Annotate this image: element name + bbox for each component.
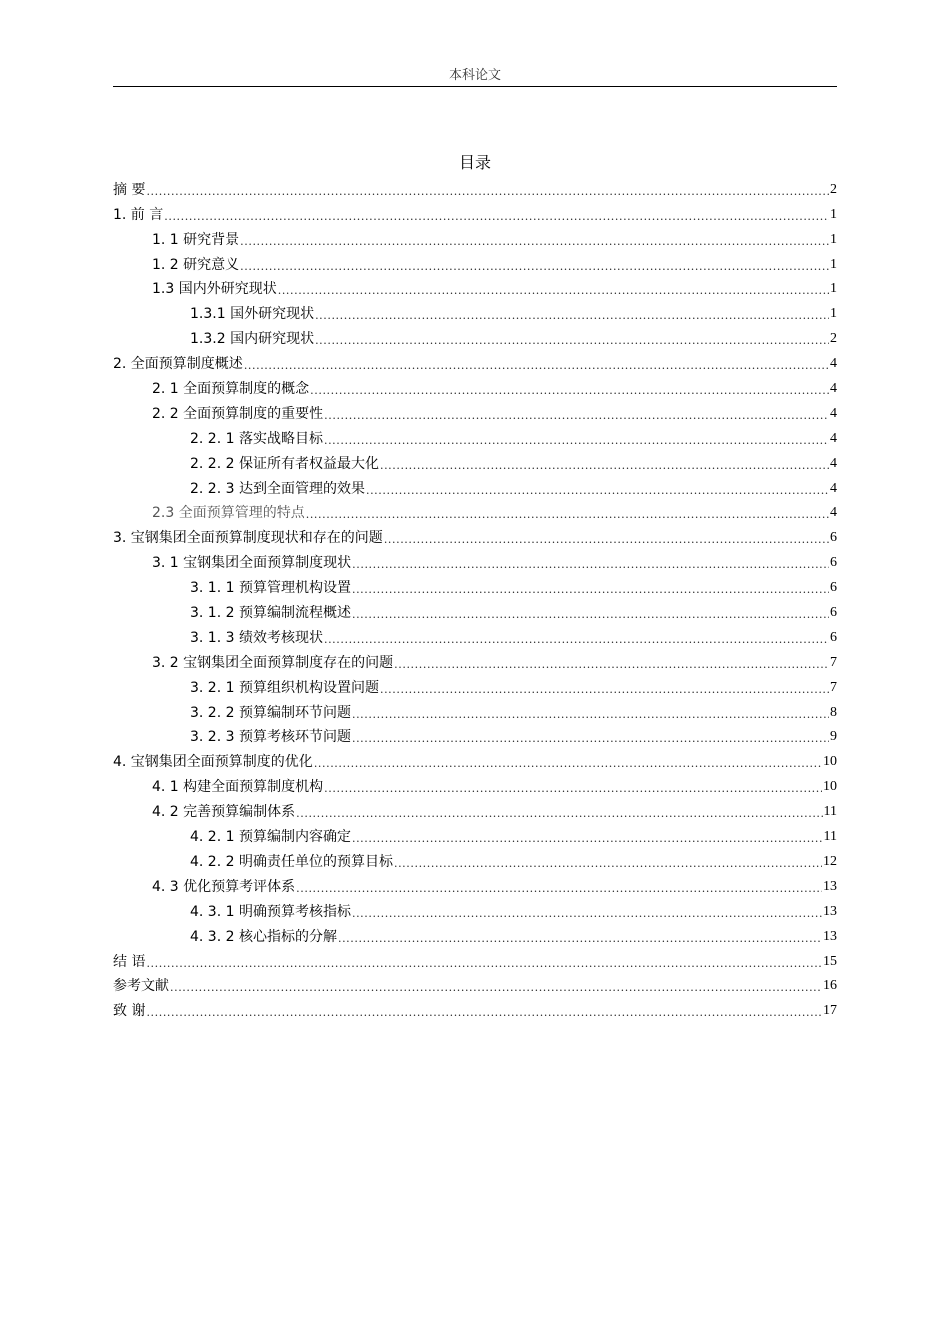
toc-entry-page-number: 16 <box>823 978 837 994</box>
toc-entry-text: 摘 要 <box>113 181 146 198</box>
toc-entry-text: 3. 1 宝钢集团全面预算制度现状 <box>152 555 352 572</box>
toc-dot-leader <box>146 185 829 199</box>
table-of-contents <box>113 174 837 1020</box>
toc-entry-text: 4. 3 优化预算考评体系 <box>152 878 296 895</box>
toc-entry-page-number: 9 <box>830 729 837 745</box>
toc-dot-leader <box>146 1006 822 1020</box>
toc-entry-page-number: 1 <box>830 206 837 222</box>
toc-entry[interactable] <box>113 572 837 597</box>
toc-entry-text: 3. 2 宝钢集团全面预算制度存在的问题 <box>152 654 394 671</box>
toc-entry-text: 2. 2. 1 落实战略目标 <box>190 430 323 447</box>
toc-entry-text: 2.3 全面预算管理的特点 <box>152 505 305 522</box>
toc-entry[interactable] <box>113 423 837 448</box>
toc-entry-page-number: 6 <box>830 555 837 571</box>
toc-title: 目录 <box>458 153 491 172</box>
toc-entry-page-number: 4 <box>830 480 837 496</box>
toc-entry-text: 2. 1 全面预算制度的概念 <box>152 381 310 398</box>
toc-entry-text: 1.3.1 国外研究现状 <box>190 306 315 323</box>
toc-entry-page-number: 11 <box>823 804 837 820</box>
toc-entry[interactable] <box>113 672 837 697</box>
toc-dot-leader <box>164 210 829 224</box>
toc-entry-page-number: 13 <box>823 903 837 919</box>
toc-entry-text: 1. 1 研究背景 <box>152 231 240 248</box>
toc-entry-page-number: 7 <box>830 679 837 695</box>
toc-entry-text: 2. 全面预算制度概述 <box>113 356 243 373</box>
toc-dot-leader <box>314 757 822 771</box>
toc-entry-text: 3. 1. 2 预算编制流程概述 <box>190 605 351 622</box>
toc-entry[interactable] <box>113 298 837 323</box>
toc-entry-text: 2. 2 全面预算制度的重要性 <box>152 405 324 422</box>
page-header-title: 本科论文 <box>448 68 501 83</box>
toc-entry[interactable] <box>113 697 837 722</box>
toc-entry-page-number: 1 <box>830 281 837 297</box>
toc-entry-page-number: 13 <box>823 878 837 894</box>
toc-entry-page-number: 2 <box>830 331 837 347</box>
toc-entry[interactable] <box>113 448 837 473</box>
toc-entry[interactable] <box>113 249 837 274</box>
toc-entry-page-number: 1 <box>830 306 837 322</box>
toc-dot-leader <box>352 832 823 846</box>
toc-entry[interactable] <box>113 846 837 871</box>
toc-entry[interactable] <box>113 522 837 547</box>
toc-entry[interactable] <box>113 796 837 821</box>
toc-entry[interactable] <box>113 746 837 771</box>
toc-dot-leader <box>278 284 829 298</box>
toc-entry[interactable] <box>113 199 837 224</box>
toc-dot-leader <box>352 558 829 572</box>
toc-entry-page-number: 4 <box>830 505 837 521</box>
toc-dot-leader <box>296 807 822 821</box>
toc-entry[interactable] <box>113 498 837 523</box>
toc-entry-page-number: 6 <box>830 530 837 546</box>
toc-dot-leader <box>315 309 829 323</box>
toc-entry-page-number: 2 <box>830 181 837 197</box>
toc-dot-leader <box>394 658 829 672</box>
toc-entry-text: 3. 1. 1 预算管理机构设置 <box>190 580 351 597</box>
toc-entry[interactable] <box>113 971 837 996</box>
toc-entry[interactable] <box>113 398 837 423</box>
toc-entry-text: 3. 1. 3 绩效考核现状 <box>190 629 323 646</box>
toc-entry-page-number: 6 <box>830 629 837 645</box>
toc-entry-text: 3. 2. 2 预算编制环节问题 <box>190 704 351 721</box>
toc-entry-page-number: 4 <box>830 405 837 421</box>
toc-dot-leader <box>352 732 829 746</box>
toc-entry-text: 4. 3. 1 明确预算考核指标 <box>190 903 351 920</box>
toc-entry-page-number: 4 <box>830 455 837 471</box>
toc-entry-text: 参考文献 <box>113 978 169 995</box>
toc-entry-page-number: 6 <box>830 580 837 596</box>
toc-dot-leader <box>324 434 829 448</box>
toc-entry-text: 4. 2. 1 预算编制内容确定 <box>190 829 351 846</box>
toc-entry-text: 4. 3. 2 核心指标的分解 <box>190 928 337 945</box>
toc-entry[interactable] <box>113 323 837 348</box>
toc-entry-page-number: 4 <box>830 356 837 372</box>
toc-entry-page-number: 10 <box>823 754 837 770</box>
toc-entry[interactable] <box>113 274 837 299</box>
toc-entry[interactable] <box>113 896 837 921</box>
toc-entry[interactable] <box>113 348 837 373</box>
toc-entry-page-number: 7 <box>830 654 837 670</box>
toc-entry[interactable] <box>113 597 837 622</box>
toc-dot-leader <box>310 384 829 398</box>
toc-dot-leader <box>352 907 822 921</box>
toc-entry[interactable] <box>113 946 837 971</box>
toc-entry-text: 1.3.2 国内研究现状 <box>190 331 315 348</box>
toc-entry-page-number: 17 <box>823 1003 837 1019</box>
toc-entry-text: 3. 2. 3 预算考核环节问题 <box>190 729 351 746</box>
toc-entry-page-number: 6 <box>830 605 837 621</box>
toc-entry-page-number: 4 <box>830 430 837 446</box>
toc-entry-text: 1.3 国内外研究现状 <box>152 281 277 298</box>
toc-entry[interactable] <box>113 224 837 249</box>
toc-dot-leader <box>244 359 829 373</box>
toc-entry-text: 4. 宝钢集团全面预算制度的优化 <box>113 754 313 771</box>
toc-entry[interactable] <box>113 995 837 1020</box>
toc-dot-leader <box>315 334 829 348</box>
toc-entry-page-number: 11 <box>823 829 837 845</box>
toc-dot-leader <box>324 633 829 647</box>
header-divider <box>113 86 837 87</box>
toc-entry[interactable] <box>113 722 837 747</box>
toc-entry[interactable] <box>113 547 837 572</box>
toc-entry-text: 4. 2. 2 明确责任单位的预算目标 <box>190 853 393 870</box>
toc-dot-leader <box>380 459 829 473</box>
toc-dot-leader <box>352 708 829 722</box>
toc-entry[interactable] <box>113 174 837 199</box>
toc-dot-leader <box>352 608 829 622</box>
toc-entry-text: 3. 2. 1 预算组织机构设置问题 <box>190 679 379 696</box>
toc-entry[interactable] <box>113 622 837 647</box>
toc-dot-leader <box>324 409 829 423</box>
toc-entry-text: 结 语 <box>113 953 146 970</box>
toc-entry-text: 4. 2 完善预算编制体系 <box>152 804 296 821</box>
toc-dot-leader <box>384 533 829 547</box>
toc-entry-text: 3. 宝钢集团全面预算制度现状和存在的问题 <box>113 530 383 547</box>
toc-dot-leader <box>170 981 822 995</box>
toc-entry[interactable] <box>113 871 837 896</box>
toc-entry-text: 2. 2. 3 达到全面管理的效果 <box>190 480 365 497</box>
toc-entry-text: 4. 1 构建全面预算制度机构 <box>152 779 324 796</box>
toc-entry-page-number: 15 <box>823 953 837 969</box>
toc-dot-leader <box>296 882 822 896</box>
toc-dot-leader <box>352 583 829 597</box>
toc-dot-leader <box>394 857 822 871</box>
toc-entry[interactable] <box>113 771 837 796</box>
toc-entry-page-number: 1 <box>830 256 837 272</box>
toc-dot-leader <box>240 235 829 249</box>
toc-dot-leader <box>146 957 822 971</box>
toc-entry-page-number: 12 <box>823 853 837 869</box>
toc-entry[interactable] <box>113 921 837 946</box>
toc-dot-leader <box>306 508 829 522</box>
toc-entry-text: 致 谢 <box>113 1003 146 1020</box>
toc-dot-leader <box>240 260 829 274</box>
toc-entry-page-number: 1 <box>830 231 837 247</box>
toc-entry-page-number: 8 <box>830 704 837 720</box>
toc-entry-text: 1. 2 研究意义 <box>152 256 240 273</box>
toc-dot-leader <box>380 683 829 697</box>
toc-entry[interactable] <box>113 373 837 398</box>
toc-entry-page-number: 4 <box>830 381 837 397</box>
toc-dot-leader <box>324 782 822 796</box>
toc-entry-text: 1. 前 言 <box>113 206 164 223</box>
toc-entry-page-number: 10 <box>823 779 837 795</box>
toc-entry[interactable] <box>113 647 837 672</box>
toc-dot-leader <box>366 484 829 498</box>
toc-entry[interactable] <box>113 821 837 846</box>
toc-entry-page-number: 13 <box>823 928 837 944</box>
toc-dot-leader <box>338 932 822 946</box>
toc-entry[interactable] <box>113 473 837 498</box>
toc-entry-text: 2. 2. 2 保证所有者权益最大化 <box>190 455 379 472</box>
